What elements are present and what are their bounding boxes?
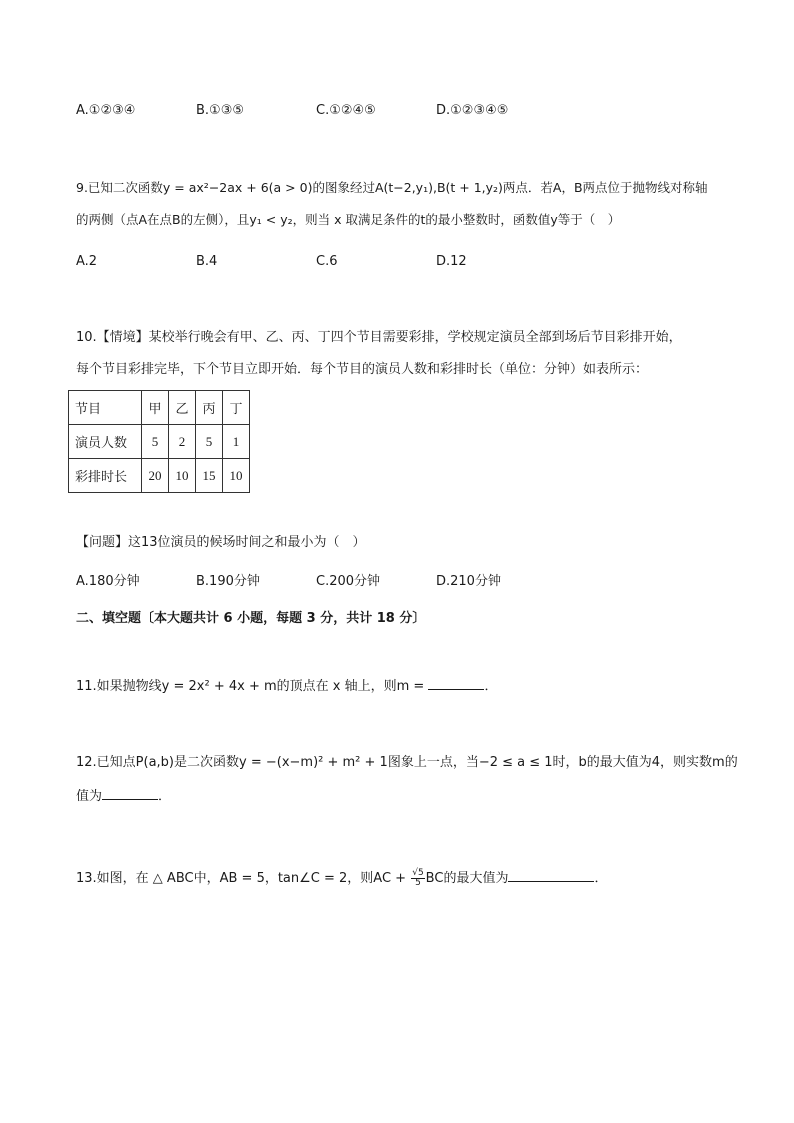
table-cell: 乙 bbox=[169, 391, 196, 425]
q10-option-c: C.200分钟 bbox=[316, 574, 381, 589]
q8-option-b: B.①③⑤ bbox=[196, 103, 245, 118]
section-heading-fill-in: 二、填空题〔本大题共计 6 小题，每题 3 分，共计 18 分〕 bbox=[76, 611, 426, 626]
q9-option-c: C.6 bbox=[316, 254, 338, 269]
table-cell: 15 bbox=[196, 459, 223, 493]
sqrt5-over-5-fraction bbox=[411, 869, 424, 888]
q8-option-d: D.①②③④⑤ bbox=[436, 103, 509, 118]
q8-option-c: C.①②④⑤ bbox=[316, 103, 376, 118]
q10-line-1: 10.【情境】某校举行晚会有甲、乙、丙、丁四个节目需要彩排，学校规定演员全部到场后节目彩排开始， bbox=[76, 330, 682, 345]
fraction-denominator: 5 bbox=[415, 878, 421, 888]
table-cell: 彩排时长 bbox=[69, 459, 142, 493]
q9-line-1: 9.已知二次函数y = ax²−2ax + 6(a > 0)的图象经过A(t−2,y₁),B(t + 1,y₂)两点．若A，B两点位于抛物线对称轴 bbox=[76, 180, 708, 195]
table-cell: 丙 bbox=[196, 391, 223, 425]
q13-period: ． bbox=[594, 871, 608, 886]
q10-option-a: A.180分钟 bbox=[76, 574, 140, 589]
rehearsal-table bbox=[68, 390, 250, 493]
q13-text-middle: BC的最大值为 bbox=[425, 871, 509, 886]
q10-question: 【问题】这13位演员的候场时间之和最小为（ ） bbox=[76, 535, 366, 550]
table-row bbox=[69, 391, 250, 425]
table-cell: 5 bbox=[196, 425, 223, 459]
table-cell: 10 bbox=[169, 459, 196, 493]
q12-period: ． bbox=[158, 789, 172, 804]
table-cell: 1 bbox=[223, 425, 250, 459]
table-row bbox=[69, 459, 250, 493]
q12-line-1: 12.已知点P(a,b)是二次函数y = −(x−m)² + m² + 1图象上一点，当−2 ≤ a ≤ 1时，b的最大值为4，则实数m的 bbox=[76, 755, 738, 770]
q11-answer-blank bbox=[428, 676, 484, 690]
q12-line-2-text: 值为 bbox=[76, 789, 103, 804]
table-cell: 5 bbox=[142, 425, 169, 459]
question-13 bbox=[76, 868, 607, 888]
q10-option-d: D.210分钟 bbox=[436, 574, 501, 589]
q10-line-2: 每个节目彩排完毕，下个节目立即开始．每个节目的演员人数和彩排时长（单位：分钟）如表所示： bbox=[76, 362, 649, 377]
table-cell: 节目 bbox=[69, 391, 142, 425]
q8-option-a: A.①②③④ bbox=[76, 103, 136, 118]
table-cell: 10 bbox=[223, 459, 250, 493]
table-cell: 丁 bbox=[223, 391, 250, 425]
question-11 bbox=[76, 676, 497, 696]
q13-answer-blank bbox=[508, 868, 594, 882]
q9-option-b: B.4 bbox=[196, 254, 218, 269]
table-cell: 演员人数 bbox=[69, 425, 142, 459]
q12-line-2 bbox=[76, 786, 171, 806]
q13-text: 13.如图，在 △ ABC中，AB = 5，tan∠C = 2，则AC + bbox=[76, 871, 411, 886]
fraction-numerator: √5 bbox=[412, 868, 424, 878]
q12-answer-blank bbox=[102, 786, 158, 800]
q9-option-d: D.12 bbox=[436, 254, 467, 269]
q10-option-b: B.190分钟 bbox=[196, 574, 260, 589]
table-cell: 甲 bbox=[142, 391, 169, 425]
table-cell: 2 bbox=[169, 425, 196, 459]
table-cell: 20 bbox=[142, 459, 169, 493]
q11-period: ． bbox=[484, 679, 498, 694]
q11-text: 11.如果抛物线y = 2x² + 4x + m的顶点在 x 轴上，则m = bbox=[76, 679, 429, 694]
q9-line-2: 的两侧（点A在点B的左侧），且y₁ < y₂，则当 x 取满足条件的t的最小整数时，函数值y等于（ ） bbox=[76, 212, 621, 227]
table-row bbox=[69, 425, 250, 459]
q9-option-a: A.2 bbox=[76, 254, 98, 269]
